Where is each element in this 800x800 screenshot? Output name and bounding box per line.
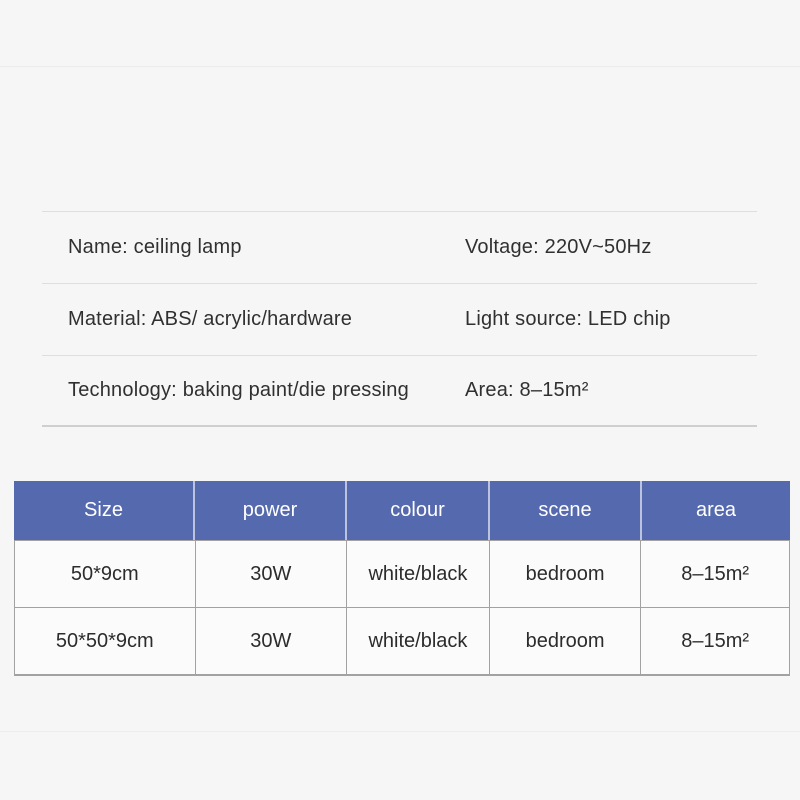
cell-power: 30W: [196, 608, 348, 674]
cell-colour: white/black: [347, 541, 490, 607]
cell-colour: white/black: [347, 608, 490, 674]
spec-name: Name: ceiling lamp: [68, 236, 242, 258]
cell-size: 50*9cm: [15, 541, 196, 607]
cell-area: 8–15m²: [681, 562, 750, 585]
spec-table-header-row: [14, 481, 790, 540]
spec-technology: Technology: baking paint/die pressing: [68, 379, 409, 401]
spec-row-name-voltage: [42, 211, 757, 283]
header-colour: colour: [347, 481, 490, 540]
cell-scene: bedroom: [490, 608, 642, 674]
top-section-divider: [0, 66, 800, 67]
cell-size: 50*50*9cm: [15, 608, 196, 674]
cell-scene: bedroom: [490, 541, 642, 607]
spec-lightsource: Light source: LED chip: [465, 308, 671, 330]
table-row: [15, 541, 789, 607]
cell-power: 30W: [196, 541, 348, 607]
spec-table: [14, 481, 790, 676]
cell-area: 8–15m²: [681, 629, 750, 652]
spec-area: Area: 8–15m²: [465, 379, 589, 401]
bottom-section-divider: [0, 731, 800, 732]
header-power: power: [195, 481, 347, 540]
table-row: [15, 607, 789, 674]
header-area: area: [695, 499, 737, 521]
spec-material: Material: ABS/ acrylic/hardware: [68, 308, 353, 330]
header-scene: scene: [490, 481, 642, 540]
spec-row-material-lightsource: [42, 283, 757, 355]
spec-list: [42, 211, 757, 427]
header-size: Size: [14, 481, 195, 540]
spec-voltage: Voltage: 220V~50Hz: [465, 236, 652, 258]
spec-table-body: [14, 540, 790, 676]
spec-row-technology-area: [42, 355, 757, 427]
